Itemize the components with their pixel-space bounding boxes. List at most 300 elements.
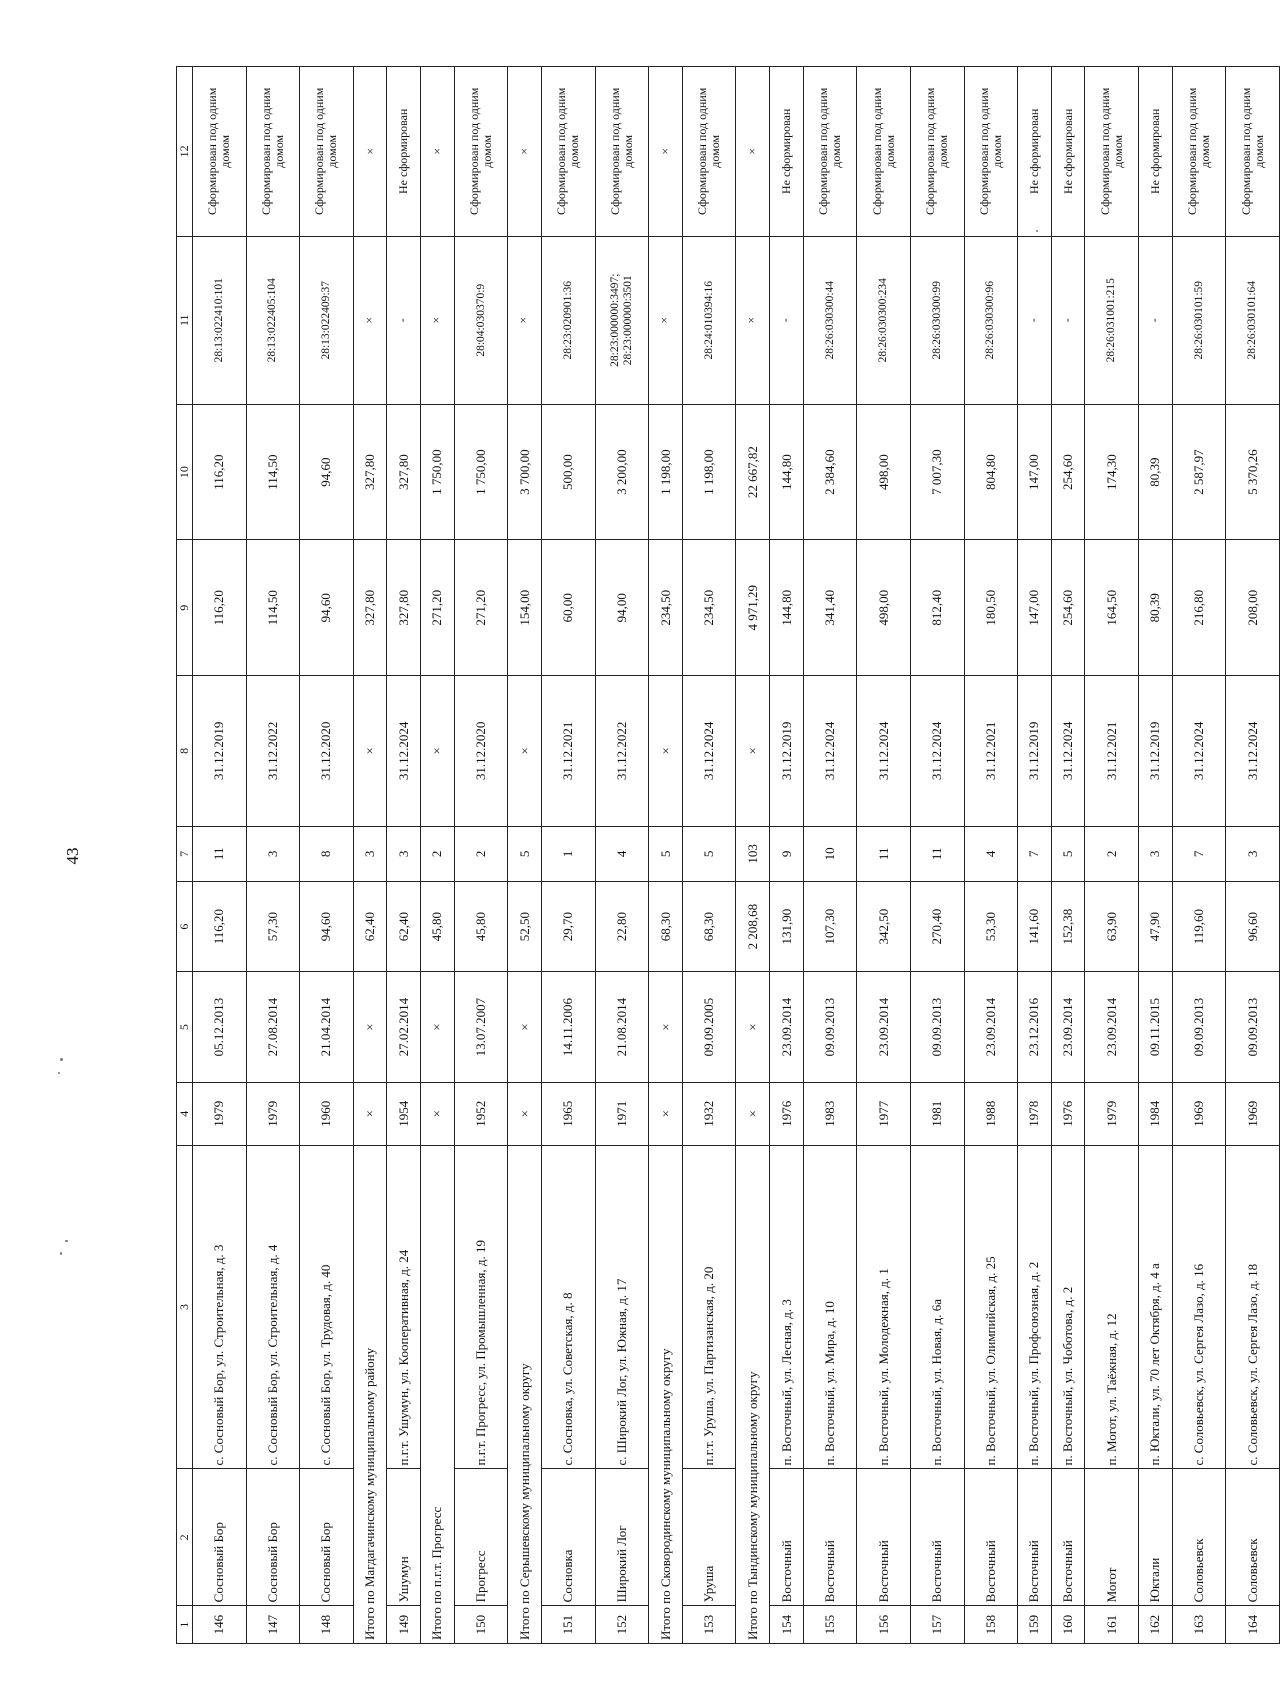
resettlement-deadline: 31.12.2020 xyxy=(300,676,354,827)
housing-area: 68,30 xyxy=(682,881,736,971)
build-year: × xyxy=(353,1082,387,1145)
cadastral-number: × xyxy=(649,236,683,404)
land-area: 5 370,26 xyxy=(1226,404,1280,540)
total-area: 812,40 xyxy=(910,540,964,676)
column-header: 12 xyxy=(177,67,193,237)
total-area: 147,00 xyxy=(1018,540,1052,676)
land-area: 327,80 xyxy=(353,404,387,540)
housing-area: 47,90 xyxy=(1139,881,1173,971)
total-area: 327,80 xyxy=(387,540,421,676)
cadastral-number: × xyxy=(736,236,770,404)
locality: Уруша xyxy=(682,1469,736,1606)
resettlement-deadline: × xyxy=(736,676,770,827)
resettlement-deadline: 31.12.2024 xyxy=(387,676,421,827)
total-area: 254,60 xyxy=(1051,540,1085,676)
address: с. Сосновый Бор, ул. Строительная, д. 4 xyxy=(246,1145,300,1469)
land-status: Сформирован под одним домом xyxy=(454,67,508,237)
cadastral-number: × xyxy=(508,236,542,404)
land-area: 498,00 xyxy=(857,404,911,540)
housing-area: 152,38 xyxy=(1051,881,1085,971)
land-status: Сформирован под одним домом xyxy=(964,67,1018,237)
residents-count: 5 xyxy=(682,826,736,881)
column-header: 4 xyxy=(177,1082,193,1145)
locality: Прогресс xyxy=(454,1469,508,1606)
column-header: 3 xyxy=(177,1145,193,1469)
build-year: 1981 xyxy=(910,1082,964,1145)
land-area: 114,50 xyxy=(246,404,300,540)
table-row xyxy=(1139,67,1173,1644)
land-area: 80,39 xyxy=(1139,404,1173,540)
residents-count: 103 xyxy=(736,826,770,881)
resettlement-deadline: 31.12.2019 xyxy=(770,676,804,827)
scan-speck xyxy=(58,1072,60,1074)
column-header: 1 xyxy=(177,1606,193,1644)
residents-count: 10 xyxy=(803,826,857,881)
recognition-date: × xyxy=(421,972,455,1082)
land-area: 3 200,00 xyxy=(595,404,649,540)
residents-count: 11 xyxy=(910,826,964,881)
land-status: Не сформирован xyxy=(387,67,421,237)
housing-area: 57,30 xyxy=(246,881,300,971)
row-number: 151 xyxy=(542,1606,596,1644)
scan-speck xyxy=(60,1252,62,1255)
table-row xyxy=(542,67,596,1644)
address: с. Соловьевск, ул. Сергея Лазо, д. 16 xyxy=(1172,1145,1226,1469)
land-area: 1 750,00 xyxy=(421,404,455,540)
table-body xyxy=(193,67,1280,1644)
housing-area: 107,30 xyxy=(803,881,857,971)
cadastral-number: 28:26:030300:44 xyxy=(803,236,857,404)
row-number: 148 xyxy=(300,1606,354,1644)
column-header: 10 xyxy=(177,404,193,540)
resettlement-deadline: 31.12.2022 xyxy=(246,676,300,827)
cadastral-number: - xyxy=(1139,236,1173,404)
total-area: 164,50 xyxy=(1085,540,1139,676)
residents-count: 11 xyxy=(193,826,247,881)
row-number: 154 xyxy=(770,1606,804,1644)
recognition-date: 23.12.2016 xyxy=(1018,972,1052,1082)
housing-area: 94,60 xyxy=(300,881,354,971)
build-year: 1988 xyxy=(964,1082,1018,1145)
resettlement-deadline: 31.12.2019 xyxy=(1018,676,1052,827)
build-year: 1971 xyxy=(595,1082,649,1145)
locality: Восточный xyxy=(910,1469,964,1606)
housing-area: 45,80 xyxy=(421,881,455,971)
address: п. Могот, ул. Таёжная, д. 12 xyxy=(1085,1145,1139,1469)
row-number: 159 xyxy=(1018,1606,1052,1644)
column-header: 8 xyxy=(177,676,193,827)
table-row xyxy=(857,67,911,1644)
land-status: Сформирован под одним домом xyxy=(910,67,964,237)
recognition-date: 23.09.2014 xyxy=(964,972,1018,1082)
land-area: 147,00 xyxy=(1018,404,1052,540)
column-header: 5 xyxy=(177,972,193,1082)
residents-count: 4 xyxy=(595,826,649,881)
total-area: 80,39 xyxy=(1139,540,1173,676)
build-year: 1954 xyxy=(387,1082,421,1145)
locality: Сосновый Бор xyxy=(193,1469,247,1606)
build-year: 1952 xyxy=(454,1082,508,1145)
cadastral-number: 28:04:030370:9 xyxy=(454,236,508,404)
build-year: 1965 xyxy=(542,1082,596,1145)
total-area: 327,80 xyxy=(353,540,387,676)
land-status: Сформирован под одним домом xyxy=(1226,67,1280,237)
residents-count: 1 xyxy=(542,826,596,881)
locality: Восточный xyxy=(857,1469,911,1606)
total-area: 271,20 xyxy=(454,540,508,676)
resettlement-deadline: 31.12.2024 xyxy=(1172,676,1226,827)
total-row xyxy=(508,67,542,1644)
total-area: 94,60 xyxy=(300,540,354,676)
build-year: 1969 xyxy=(1172,1082,1226,1145)
land-area: 7 007,30 xyxy=(910,404,964,540)
scan-speck xyxy=(65,1240,68,1242)
build-year: 1983 xyxy=(803,1082,857,1145)
housing-table xyxy=(176,66,1280,1644)
cadastral-number: × xyxy=(421,236,455,404)
recognition-date: 13.07.2007 xyxy=(454,972,508,1082)
row-number: 161 xyxy=(1085,1606,1139,1644)
recognition-date: 09.11.2015 xyxy=(1139,972,1173,1082)
land-area: 1 750,00 xyxy=(454,404,508,540)
total-area: 116,20 xyxy=(193,540,247,676)
total-area: 498,00 xyxy=(857,540,911,676)
recognition-date: 23.09.2014 xyxy=(857,972,911,1082)
land-status: Не сформирован xyxy=(1139,67,1173,237)
residents-count: 5 xyxy=(508,826,542,881)
land-area: 94,60 xyxy=(300,404,354,540)
land-status: × xyxy=(736,67,770,237)
recognition-date: × xyxy=(353,972,387,1082)
land-status: Сформирован под одним домом xyxy=(803,67,857,237)
column-header: 7 xyxy=(177,826,193,881)
land-area: 254,60 xyxy=(1051,404,1085,540)
housing-area: 52,50 xyxy=(508,881,542,971)
residents-count: 5 xyxy=(1051,826,1085,881)
locality: Соловьевск xyxy=(1172,1469,1226,1606)
row-number: 156 xyxy=(857,1606,911,1644)
row-number: 162 xyxy=(1139,1606,1173,1644)
total-area: 4 971,29 xyxy=(736,540,770,676)
build-year: 1984 xyxy=(1139,1082,1173,1145)
locality: Соловьевск xyxy=(1226,1469,1280,1606)
residents-count: 2 xyxy=(454,826,508,881)
column-header: 9 xyxy=(177,540,193,676)
build-year: 1932 xyxy=(682,1082,736,1145)
address: п. Восточный, ул. Чоботова, д. 2 xyxy=(1051,1145,1085,1469)
residents-count: 7 xyxy=(1172,826,1226,881)
table-row xyxy=(1018,67,1052,1644)
land-status: Сформирован под одним домом xyxy=(300,67,354,237)
residents-count: 4 xyxy=(964,826,1018,881)
page-number: 43 xyxy=(63,847,82,865)
residents-count: 5 xyxy=(649,826,683,881)
total-row xyxy=(736,67,770,1644)
column-header: 11 xyxy=(177,236,193,404)
cadastral-number: 28:26:030101:64 xyxy=(1226,236,1280,404)
address: с. Соловьевск, ул. Сергея Лазо, д. 18 xyxy=(1226,1145,1280,1469)
resettlement-deadline: 31.12.2020 xyxy=(454,676,508,827)
table-row xyxy=(770,67,804,1644)
locality: Сосновка xyxy=(542,1469,596,1606)
address: п. Юктали, ул. 70 лет Октября, д. 4 а xyxy=(1139,1145,1173,1469)
resettlement-deadline: 31.12.2019 xyxy=(193,676,247,827)
address: п.г.т. Ушумун, ул. Кооперативная, д. 24 xyxy=(387,1145,421,1469)
total-label: Итого по п.г.т. Прогресс xyxy=(421,1145,455,1643)
residents-count: 3 xyxy=(1226,826,1280,881)
build-year: 1979 xyxy=(246,1082,300,1145)
row-number: 153 xyxy=(682,1606,736,1644)
address: п. Восточный, ул. Профсоюзная, д. 2 xyxy=(1018,1145,1052,1469)
land-area: 144,80 xyxy=(770,404,804,540)
housing-area: 2 208,68 xyxy=(736,881,770,971)
resettlement-deadline: × xyxy=(421,676,455,827)
build-year: 1977 xyxy=(857,1082,911,1145)
address: п.г.т. Уруша, ул. Партизанская, д. 20 xyxy=(682,1145,736,1469)
total-area: 216,80 xyxy=(1172,540,1226,676)
total-label: Итого по Сковородинскому муниципальному округу xyxy=(649,1145,683,1643)
land-area: 1 198,00 xyxy=(682,404,736,540)
cadastral-number: × xyxy=(353,236,387,404)
build-year: 1976 xyxy=(1051,1082,1085,1145)
land-status: Сформирован под одним домом xyxy=(682,67,736,237)
address: с. Сосновый Бор, ул. Строительная, д. 3 xyxy=(193,1145,247,1469)
recognition-date: × xyxy=(649,972,683,1082)
cadastral-number: - xyxy=(387,236,421,404)
row-number: 149 xyxy=(387,1606,421,1644)
recognition-date: 27.08.2014 xyxy=(246,972,300,1082)
total-area: 271,20 xyxy=(421,540,455,676)
land-status: Сформирован под одним домом xyxy=(1172,67,1226,237)
row-number: 160 xyxy=(1051,1606,1085,1644)
locality: Могот xyxy=(1085,1469,1139,1606)
recognition-date: 23.09.2014 xyxy=(1085,972,1139,1082)
cadastral-number: 28:13:022410:101 xyxy=(193,236,247,404)
table-row xyxy=(193,67,247,1644)
row-number: 155 xyxy=(803,1606,857,1644)
recognition-date: × xyxy=(508,972,542,1082)
land-area: 116,20 xyxy=(193,404,247,540)
housing-area: 116,20 xyxy=(193,881,247,971)
land-area: 804,80 xyxy=(964,404,1018,540)
housing-area: 68,30 xyxy=(649,881,683,971)
housing-area: 45,80 xyxy=(454,881,508,971)
land-status: Сформирован под одним домом xyxy=(1085,67,1139,237)
locality: Ушумун xyxy=(387,1469,421,1606)
locality: Сосновый Бор xyxy=(246,1469,300,1606)
address: с. Широкий Лог, ул. Южная, д. 17 xyxy=(595,1145,649,1469)
total-row xyxy=(353,67,387,1644)
housing-area: 119,60 xyxy=(1172,881,1226,971)
address: п. Восточный, ул. Молодежная, д. 1 xyxy=(857,1145,911,1469)
cadastral-number: 28:26:030300:96 xyxy=(964,236,1018,404)
residents-count: 11 xyxy=(857,826,911,881)
residents-count: 7 xyxy=(1018,826,1052,881)
residents-count: 3 xyxy=(246,826,300,881)
row-number: 158 xyxy=(964,1606,1018,1644)
total-area: 94,00 xyxy=(595,540,649,676)
locality: Восточный xyxy=(803,1469,857,1606)
cadastral-number: 28:26:030101:59 xyxy=(1172,236,1226,404)
total-label: Итого по Тындинскому муниципальному округу xyxy=(736,1145,770,1643)
locality: Сосновый Бор xyxy=(300,1469,354,1606)
resettlement-deadline: × xyxy=(508,676,542,827)
land-status: × xyxy=(649,67,683,237)
residents-count: 9 xyxy=(770,826,804,881)
land-status: × xyxy=(421,67,455,237)
land-status: × xyxy=(353,67,387,237)
table-row xyxy=(964,67,1018,1644)
locality: Восточный xyxy=(1051,1469,1085,1606)
residents-count: 3 xyxy=(1139,826,1173,881)
resettlement-deadline: 31.12.2024 xyxy=(857,676,911,827)
land-status: Сформирован под одним домом xyxy=(595,67,649,237)
residents-count: 2 xyxy=(421,826,455,881)
land-area: 500,00 xyxy=(542,404,596,540)
land-area: 2 587,97 xyxy=(1172,404,1226,540)
resettlement-deadline: 31.12.2022 xyxy=(595,676,649,827)
row-number: 146 xyxy=(193,1606,247,1644)
cadastral-number: - xyxy=(1051,236,1085,404)
header-row xyxy=(177,67,193,1644)
housing-area: 62,40 xyxy=(387,881,421,971)
land-status: Сформирован под одним домом xyxy=(246,67,300,237)
address: п. Восточный, ул. Лесная, д. 3 xyxy=(770,1145,804,1469)
table-row xyxy=(910,67,964,1644)
total-area: 180,50 xyxy=(964,540,1018,676)
recognition-date: 09.09.2013 xyxy=(1172,972,1226,1082)
row-number: 163 xyxy=(1172,1606,1226,1644)
locality: Восточный xyxy=(964,1469,1018,1606)
total-area: 234,50 xyxy=(682,540,736,676)
column-header: 6 xyxy=(177,881,193,971)
cadastral-number: 28:13:022405:104 xyxy=(246,236,300,404)
locality: Широкий Лог xyxy=(595,1469,649,1606)
residents-count: 2 xyxy=(1085,826,1139,881)
address: п. Восточный, ул. Мира, д. 10 xyxy=(803,1145,857,1469)
table-row xyxy=(682,67,736,1644)
total-area: 234,50 xyxy=(649,540,683,676)
resettlement-deadline: × xyxy=(649,676,683,827)
row-number: 164 xyxy=(1226,1606,1280,1644)
total-area: 60,00 xyxy=(542,540,596,676)
housing-table-frame xyxy=(176,66,1280,1644)
build-year: × xyxy=(736,1082,770,1145)
locality: Восточный xyxy=(1018,1469,1052,1606)
land-area: 3 700,00 xyxy=(508,404,542,540)
address: п.г.т. Прогресс, ул. Промышленная, д. 19 xyxy=(454,1145,508,1469)
resettlement-deadline: 31.12.2021 xyxy=(1085,676,1139,827)
build-year: 1978 xyxy=(1018,1082,1052,1145)
total-area: 144,80 xyxy=(770,540,804,676)
housing-area: 53,30 xyxy=(964,881,1018,971)
housing-area: 342,50 xyxy=(857,881,911,971)
cadastral-number: 28:26:031001:215 xyxy=(1085,236,1139,404)
table-row xyxy=(387,67,421,1644)
table-row xyxy=(1051,67,1085,1644)
resettlement-deadline: 31.12.2024 xyxy=(1051,676,1085,827)
resettlement-deadline: × xyxy=(353,676,387,827)
recognition-date: 21.04.2014 xyxy=(300,972,354,1082)
address: п. Восточный, ул. Олимпийская, д. 25 xyxy=(964,1145,1018,1469)
resettlement-deadline: 31.12.2024 xyxy=(910,676,964,827)
row-number: 147 xyxy=(246,1606,300,1644)
build-year: × xyxy=(508,1082,542,1145)
total-label: Итого по Магдагачинскому муниципальному району xyxy=(353,1145,387,1643)
row-number: 157 xyxy=(910,1606,964,1644)
resettlement-deadline: 31.12.2019 xyxy=(1139,676,1173,827)
row-number: 152 xyxy=(595,1606,649,1644)
address: с. Сосновый Бор, ул. Трудовая, д. 40 xyxy=(300,1145,354,1469)
housing-area: 63,90 xyxy=(1085,881,1139,971)
total-label: Итого по Серышевскому муниципальному округу xyxy=(508,1145,542,1643)
land-area: 1 198,00 xyxy=(649,404,683,540)
table-row xyxy=(454,67,508,1644)
address: п. Восточный, ул. Новая, д. 6а xyxy=(910,1145,964,1469)
locality: Восточный xyxy=(770,1469,804,1606)
table-row xyxy=(246,67,300,1644)
total-row xyxy=(649,67,683,1644)
table-row xyxy=(1085,67,1139,1644)
land-area: 22 667,82 xyxy=(736,404,770,540)
land-area: 327,80 xyxy=(387,404,421,540)
total-area: 341,40 xyxy=(803,540,857,676)
resettlement-deadline: 31.12.2024 xyxy=(682,676,736,827)
recognition-date: 05.12.2013 xyxy=(193,972,247,1082)
cadastral-number: 28:23:000000:3497; 28:23:000000:3501 xyxy=(595,236,649,404)
recognition-date: × xyxy=(736,972,770,1082)
residents-count: 3 xyxy=(387,826,421,881)
cadastral-number: 28:23:020901:36 xyxy=(542,236,596,404)
row-number: 150 xyxy=(454,1606,508,1644)
total-row xyxy=(421,67,455,1644)
recognition-date: 09.09.2013 xyxy=(1226,972,1280,1082)
housing-area: 96,60 xyxy=(1226,881,1280,971)
housing-area: 141,60 xyxy=(1018,881,1052,971)
total-area: 154,00 xyxy=(508,540,542,676)
cadastral-number: - xyxy=(770,236,804,404)
recognition-date: 23.09.2014 xyxy=(770,972,804,1082)
recognition-date: 09.09.2013 xyxy=(803,972,857,1082)
build-year: 1960 xyxy=(300,1082,354,1145)
cadastral-number: - xyxy=(1018,236,1052,404)
total-area: 208,00 xyxy=(1226,540,1280,676)
housing-area: 62,40 xyxy=(353,881,387,971)
cadastral-number: 28:13:022409:37 xyxy=(300,236,354,404)
resettlement-deadline: 31.12.2021 xyxy=(542,676,596,827)
land-status: Сформирован под одним домом xyxy=(857,67,911,237)
recognition-date: 23.09.2014 xyxy=(1051,972,1085,1082)
land-status: Сформирован под одним домом xyxy=(542,67,596,237)
cadastral-number: 28:26:030300:234 xyxy=(857,236,911,404)
housing-area: 270,40 xyxy=(910,881,964,971)
housing-area: 29,70 xyxy=(542,881,596,971)
cadastral-number: 28:26:030300:99 xyxy=(910,236,964,404)
land-area: 174,30 xyxy=(1085,404,1139,540)
total-area: 114,50 xyxy=(246,540,300,676)
land-status: Не сформирован xyxy=(1018,67,1052,237)
land-status: Сформирован под одним домом xyxy=(193,67,247,237)
resettlement-deadline: 31.12.2024 xyxy=(803,676,857,827)
table-row xyxy=(1226,67,1280,1644)
recognition-date: 21.08.2014 xyxy=(595,972,649,1082)
build-year: 1969 xyxy=(1226,1082,1280,1145)
build-year: × xyxy=(421,1082,455,1145)
land-status: Не сформирован xyxy=(770,67,804,237)
housing-area: 22,80 xyxy=(595,881,649,971)
recognition-date: 09.09.2013 xyxy=(910,972,964,1082)
build-year: 1979 xyxy=(193,1082,247,1145)
